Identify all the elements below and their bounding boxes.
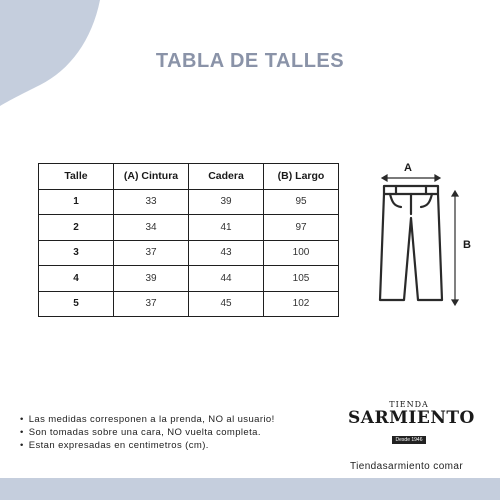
header-talle: Talle (39, 164, 114, 190)
cell-cadera: 43 (189, 240, 264, 266)
cell-talle: 3 (39, 240, 114, 266)
size-table (38, 163, 339, 317)
cell-largo: 105 (264, 266, 339, 292)
dimension-label-b: B (463, 239, 471, 251)
bottom-bar (0, 478, 500, 500)
cell-cintura: 33 (114, 189, 189, 215)
cell-talle: 4 (39, 266, 114, 292)
cell-cintura: 34 (114, 215, 189, 241)
cell-cintura: 39 (114, 266, 189, 292)
note-item: • Las medidas corresponen a la prenda, NO al usuario! (20, 413, 275, 426)
cell-largo: 100 (264, 240, 339, 266)
cell-talle: 2 (39, 215, 114, 241)
notes-list (20, 413, 275, 452)
pants-icon (370, 158, 480, 308)
page-title: TABLA DE TALLES (155, 50, 345, 72)
logo-main-text: SARMIENTO (348, 408, 475, 428)
cell-largo: 97 (264, 215, 339, 241)
header-largo: (B) Largo (264, 164, 339, 190)
website-text: Tiendasarmiento comar (350, 461, 464, 472)
cell-cadera: 39 (189, 189, 264, 215)
cell-cadera: 41 (189, 215, 264, 241)
table-row (39, 266, 339, 292)
table-row (39, 240, 339, 266)
logo-top-text: TIENDA (389, 400, 429, 409)
cell-largo: 102 (264, 291, 339, 317)
cell-cintura: 37 (114, 240, 189, 266)
note-item: • Estan expresadas en centimetros (cm). (20, 439, 275, 452)
note-item: • Son tomadas sobre una cara, NO vuelta completa. (20, 426, 275, 439)
cell-cintura: 37 (114, 291, 189, 317)
cell-largo: 95 (264, 189, 339, 215)
header-cintura: (A) Cintura (114, 164, 189, 190)
cell-cadera: 44 (189, 266, 264, 292)
brand-logo (348, 400, 475, 446)
cell-talle: 5 (39, 291, 114, 317)
cell-cadera: 45 (189, 291, 264, 317)
table-header-row (39, 164, 339, 190)
header-cadera: Cadera (189, 164, 264, 190)
decorative-blob (0, 0, 500, 160)
cell-talle: 1 (39, 189, 114, 215)
table-row (39, 291, 339, 317)
table-row (39, 215, 339, 241)
table-row (39, 189, 339, 215)
logo-sub-text: Desde 1946 (392, 436, 427, 444)
dimension-label-a: A (404, 162, 412, 174)
